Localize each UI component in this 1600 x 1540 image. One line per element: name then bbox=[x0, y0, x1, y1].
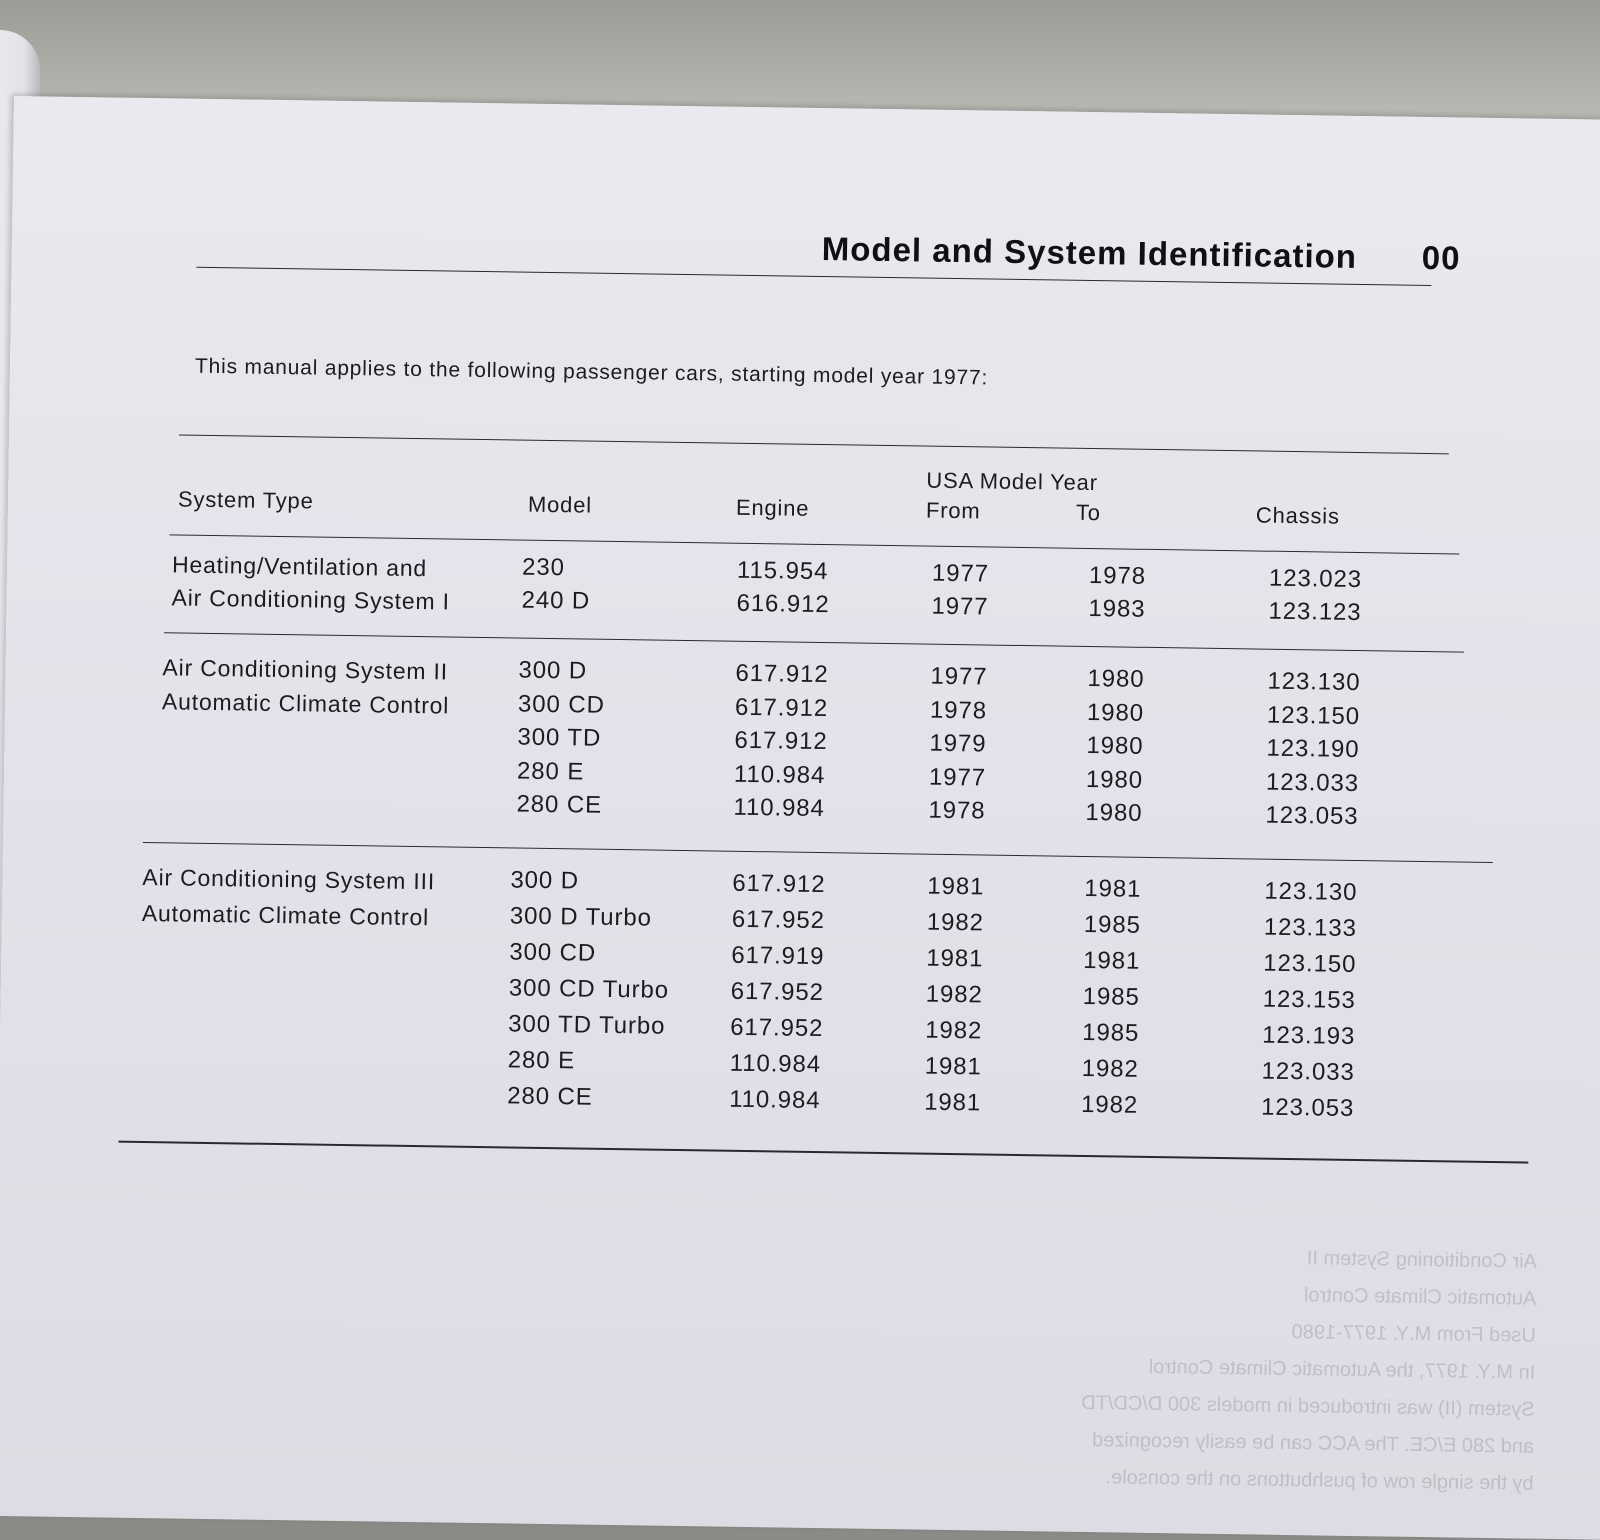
chassis-cell: 123.053 bbox=[1265, 801, 1359, 831]
year-to-cell: 1982 bbox=[1081, 1054, 1139, 1083]
model-cell: 240 D bbox=[521, 586, 591, 615]
table-top-rule bbox=[179, 434, 1449, 454]
system-type-label: Air Conditioning System III bbox=[142, 863, 436, 895]
system-type-label: Automatic Climate Control bbox=[161, 687, 450, 719]
bleed-through-line: Used From M.Y. 1977-1980 bbox=[1291, 1321, 1536, 1347]
chassis-cell: 123.033 bbox=[1265, 768, 1360, 797]
year-to-cell: 1980 bbox=[1085, 798, 1143, 827]
system-type-label: Heating/Ventilation and bbox=[171, 551, 428, 582]
system-type-label: Air Conditioning System I bbox=[171, 584, 450, 615]
year-to-cell: 1980 bbox=[1085, 765, 1144, 794]
model-cell: 280 CE bbox=[516, 790, 603, 819]
col-header-system-type: System Type bbox=[177, 486, 314, 514]
bleed-through-line: System (II) was introduced in models 300 D/CD/TD bbox=[1081, 1391, 1535, 1421]
engine-cell: 617.952 bbox=[730, 977, 825, 1007]
chassis-cell: 123.033 bbox=[1261, 1057, 1355, 1086]
model-cell: 300 D bbox=[518, 656, 588, 685]
year-from-cell: 1977 bbox=[931, 592, 989, 621]
year-to-cell: 1981 bbox=[1084, 874, 1142, 903]
year-to-cell: 1981 bbox=[1083, 946, 1141, 975]
model-cell: 300 D Turbo bbox=[509, 902, 653, 932]
chassis-cell: 123.130 bbox=[1267, 667, 1361, 697]
engine-cell: 110.984 bbox=[728, 1085, 821, 1115]
year-from-cell: 1978 bbox=[928, 796, 986, 825]
model-cell: 300 D bbox=[510, 866, 580, 895]
bleed-through-line: Air Conditioning System II bbox=[1306, 1247, 1538, 1273]
year-to-cell: 1985 bbox=[1082, 982, 1140, 1011]
model-cell: 280 CE bbox=[507, 1082, 593, 1111]
year-to-cell: 1980 bbox=[1086, 698, 1145, 727]
year-from-cell: 1981 bbox=[923, 1088, 982, 1117]
year-to-cell: 1980 bbox=[1087, 664, 1145, 693]
year-from-cell: 1981 bbox=[927, 872, 985, 901]
engine-cell: 110.984 bbox=[733, 793, 825, 823]
year-from-cell: 1982 bbox=[926, 908, 985, 937]
chassis-cell: 123.133 bbox=[1263, 913, 1358, 943]
year-to-cell: 1982 bbox=[1080, 1090, 1139, 1119]
chassis-cell: 123.053 bbox=[1260, 1093, 1355, 1122]
year-from-cell: 1979 bbox=[929, 729, 987, 758]
model-cell: 300 TD bbox=[517, 723, 602, 752]
engine-cell: 617.919 bbox=[731, 941, 825, 971]
year-from-cell: 1977 bbox=[928, 763, 987, 791]
engine-cell: 617.912 bbox=[735, 659, 829, 689]
manual-page bbox=[0, 96, 1600, 1540]
group-separator-rule bbox=[164, 632, 1464, 652]
system-type-label: Air Conditioning System II bbox=[162, 654, 449, 685]
col-header-model: Model bbox=[527, 491, 593, 518]
page-title: Model and System Identification bbox=[821, 230, 1358, 275]
engine-cell: 617.912 bbox=[734, 726, 828, 756]
year-from-cell: 1982 bbox=[925, 980, 983, 1009]
col-header-engine: Engine bbox=[735, 494, 810, 521]
chassis-cell: 123.193 bbox=[1262, 1021, 1356, 1050]
model-cell: 300 TD Turbo bbox=[508, 1010, 666, 1040]
section-number: 00 bbox=[1421, 238, 1461, 277]
bleed-through-line: and 280 E/CE. The ACC can be easily recognized bbox=[1091, 1429, 1535, 1458]
engine-cell: 617.952 bbox=[730, 1013, 824, 1043]
bleed-through-line: Automatic Climate Control bbox=[1303, 1284, 1537, 1310]
model-cell: 300 CD Turbo bbox=[508, 974, 670, 1004]
system-type-label: Automatic Climate Control bbox=[141, 899, 430, 931]
year-from-cell: 1978 bbox=[929, 696, 988, 725]
year-from-cell: 1981 bbox=[926, 944, 984, 973]
chassis-cell: 123.150 bbox=[1266, 701, 1361, 730]
bleed-through-text bbox=[1081, 1238, 1538, 1502]
chassis-cell: 123.123 bbox=[1268, 597, 1362, 627]
table-bottom-rule bbox=[118, 1141, 1528, 1164]
engine-cell: 617.952 bbox=[731, 905, 826, 935]
year-to-cell: 1980 bbox=[1086, 731, 1144, 760]
col-header-chassis: Chassis bbox=[1255, 502, 1340, 529]
chassis-cell: 123.023 bbox=[1268, 564, 1363, 594]
col-header-usa-model-year: USA Model Year bbox=[926, 467, 1098, 496]
model-cell: 300 CD bbox=[517, 690, 606, 719]
engine-cell: 115.954 bbox=[736, 556, 829, 586]
engine-cell: 110.984 bbox=[733, 760, 826, 789]
model-cell: 280 E bbox=[516, 757, 585, 786]
model-cell: 280 E bbox=[507, 1046, 576, 1075]
group-separator-rule bbox=[143, 842, 1493, 863]
model-cell: 230 bbox=[521, 553, 566, 582]
year-to-cell: 1985 bbox=[1082, 1018, 1140, 1047]
model-cell: 300 CD bbox=[509, 938, 597, 967]
engine-cell: 617.912 bbox=[734, 693, 829, 722]
year-from-cell: 1977 bbox=[931, 559, 990, 588]
chassis-cell: 123.190 bbox=[1266, 734, 1360, 764]
chassis-cell: 123.150 bbox=[1263, 949, 1357, 979]
bleed-through-line: by the single row of pushbuttons on the console. bbox=[1105, 1466, 1534, 1495]
intro-text: This manual applies to the following passenger cars, starting model year 1977: bbox=[194, 354, 989, 390]
chassis-cell: 123.130 bbox=[1264, 877, 1358, 907]
year-from-cell: 1981 bbox=[924, 1052, 982, 1081]
year-to-cell: 1978 bbox=[1088, 562, 1147, 590]
year-from-cell: 1982 bbox=[925, 1016, 983, 1045]
col-header-to: To bbox=[1075, 499, 1101, 526]
year-from-cell: 1977 bbox=[930, 662, 988, 691]
engine-cell: 617.912 bbox=[732, 869, 826, 899]
year-to-cell: 1983 bbox=[1088, 594, 1146, 623]
col-header-from: From bbox=[925, 497, 981, 524]
bleed-through-line: In M.Y. 1977, the Automatic Climate Control bbox=[1148, 1355, 1536, 1384]
engine-cell: 110.984 bbox=[729, 1049, 822, 1079]
year-to-cell: 1985 bbox=[1083, 910, 1142, 939]
engine-cell: 616.912 bbox=[736, 589, 830, 619]
chassis-cell: 123.153 bbox=[1262, 985, 1356, 1015]
